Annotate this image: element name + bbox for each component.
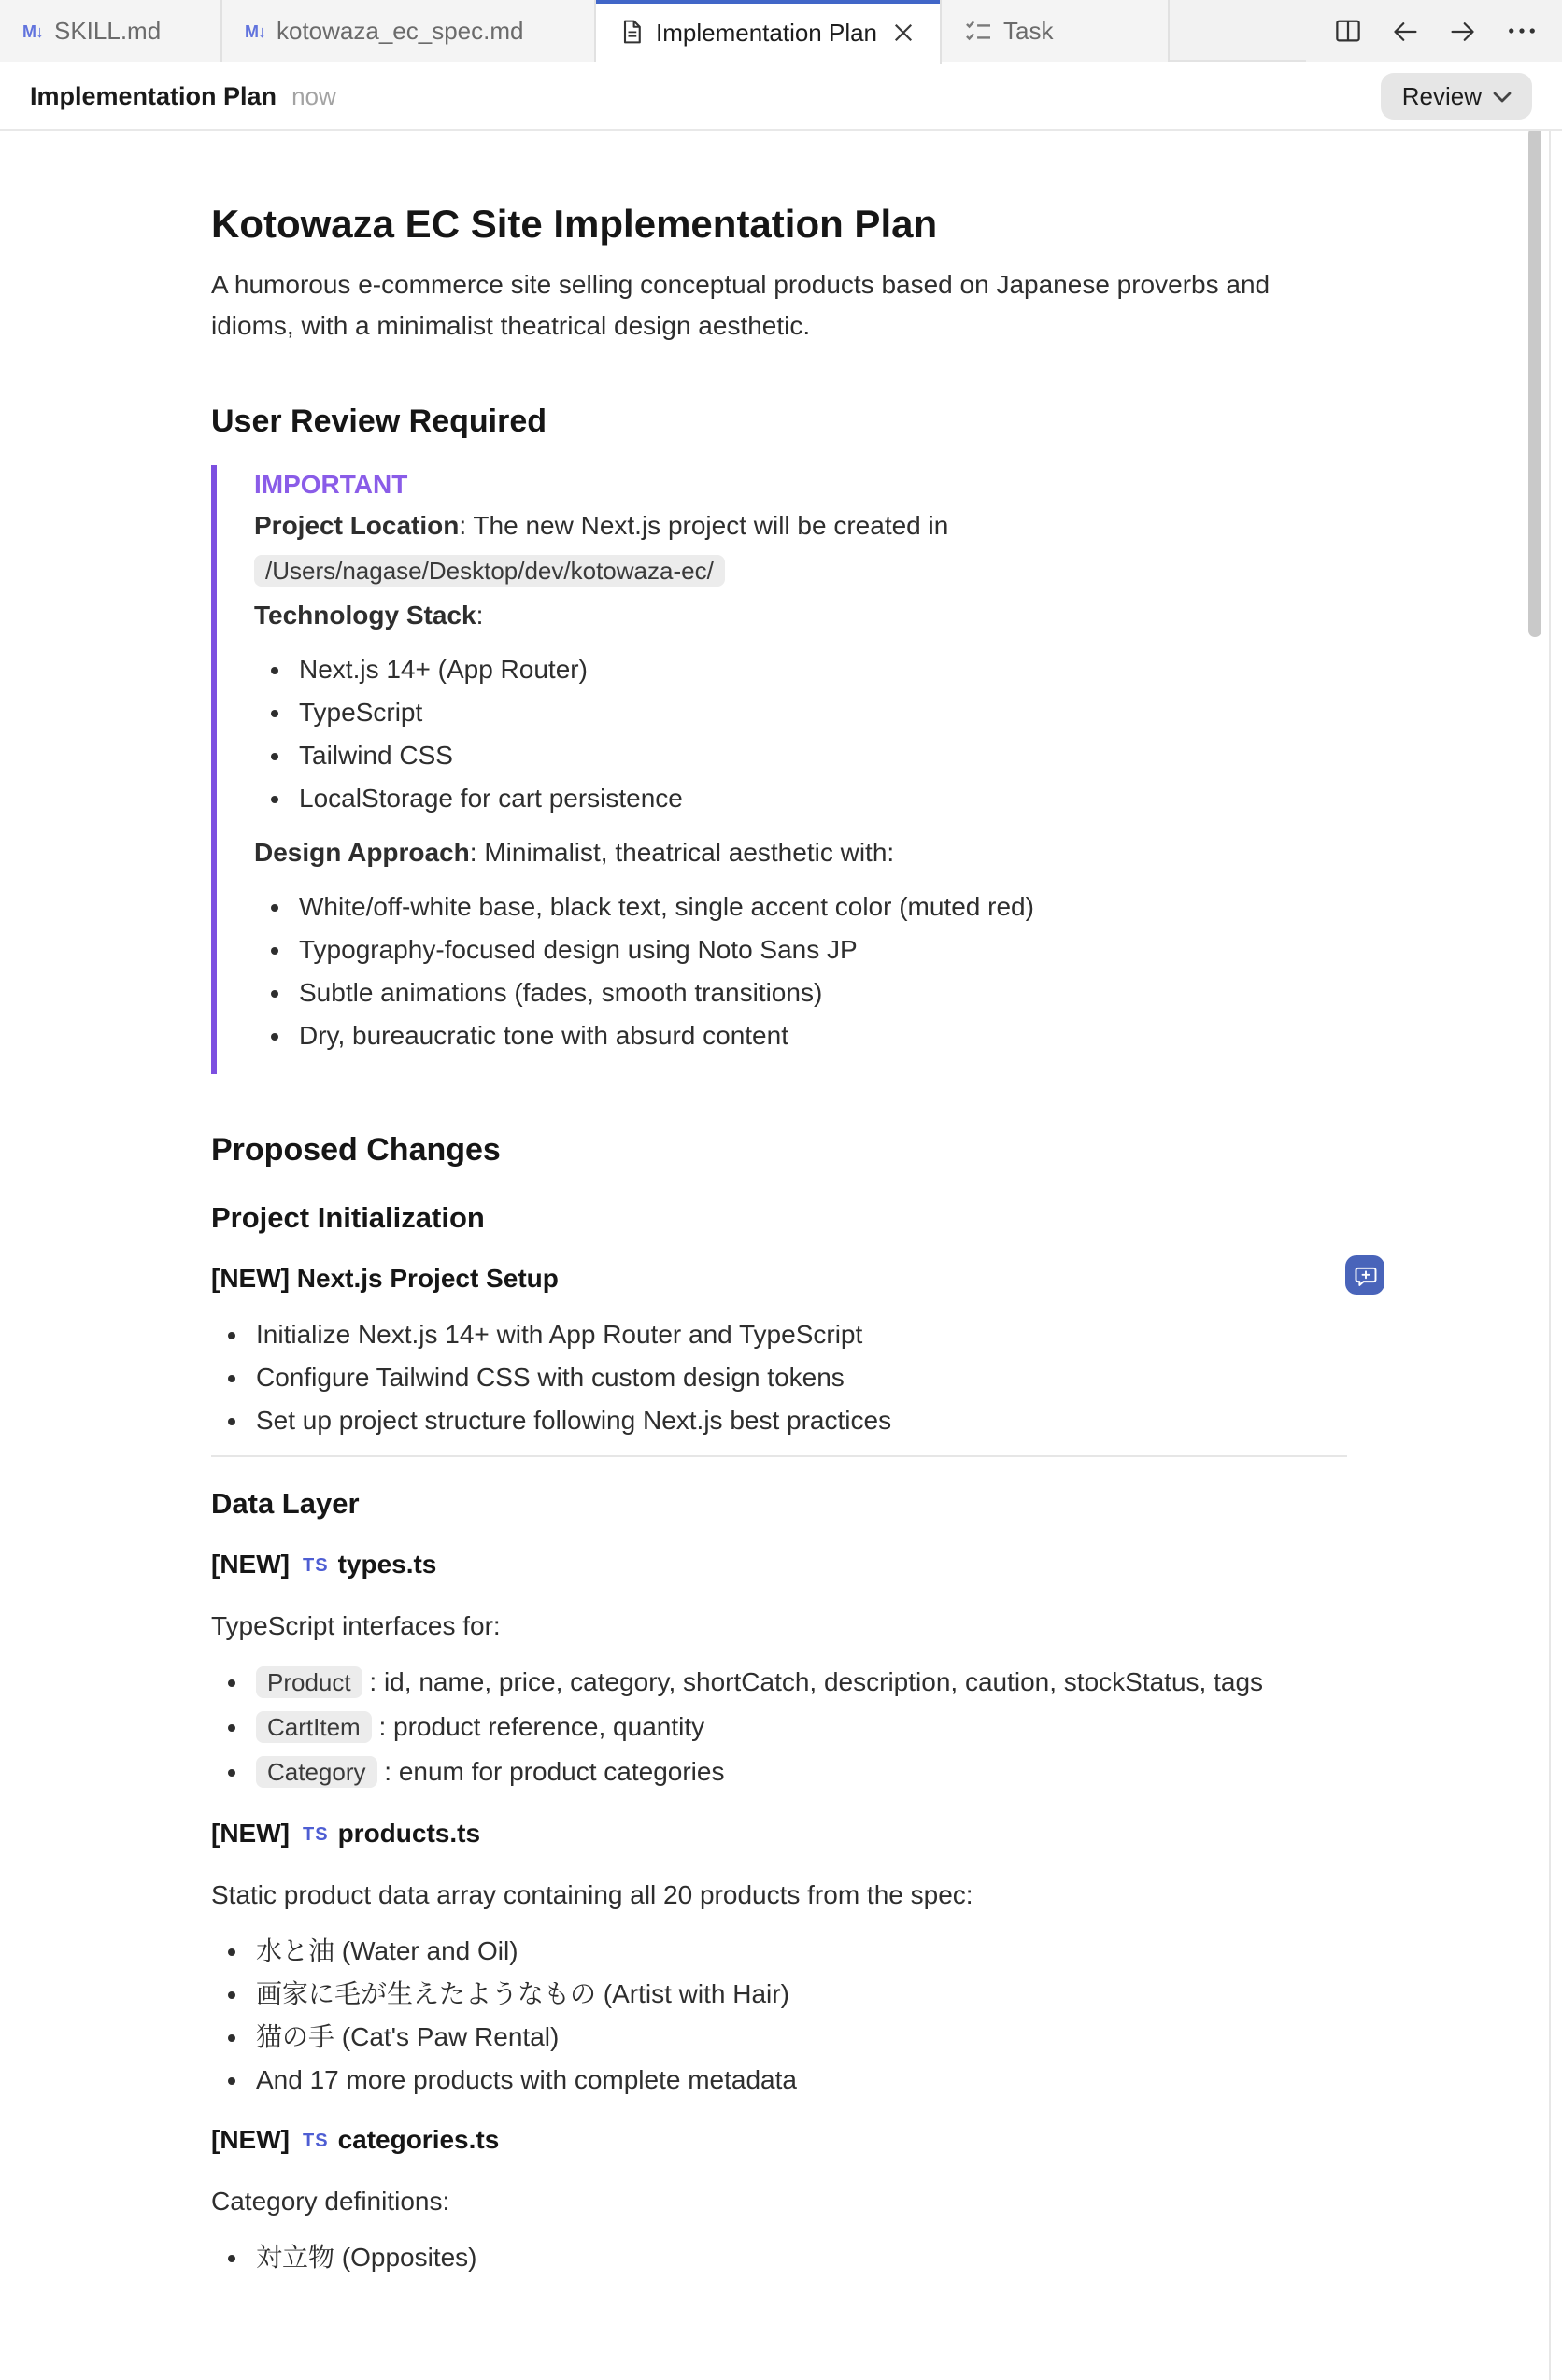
tab-label: Task	[1003, 17, 1054, 45]
paragraph	[254, 833, 1347, 872]
important-callout	[211, 465, 1347, 1074]
tab-implementation-plan[interactable]	[596, 0, 942, 64]
close-icon[interactable]	[889, 18, 917, 46]
navigate-forward-icon[interactable]	[1446, 14, 1480, 48]
text-run: LocalStorage for cart persistence	[299, 783, 683, 813]
change-title: types.ts	[337, 1549, 437, 1579]
tab-label: kotowaza_ec_spec.md	[277, 17, 524, 45]
bullet-list	[211, 1661, 1347, 1793]
markdown-icon: M↓	[22, 21, 43, 40]
tab-kotowaza-ec-spec-md[interactable]	[222, 0, 596, 62]
list-item	[299, 971, 1347, 1013]
checklist-icon	[964, 19, 992, 43]
text-run: And 17 more products with complete metadata	[256, 2064, 797, 2094]
list-item	[299, 648, 1347, 689]
new-tag: [NEW]	[211, 1263, 290, 1293]
text-run: Typography-focused design using Noto Sans JP	[299, 934, 858, 964]
section-heading: User Review Required	[211, 404, 547, 439]
list-item	[256, 1750, 1347, 1793]
more-actions-icon[interactable]	[1504, 14, 1538, 48]
text-run: Initialize Next.js 14+ with App Router and TypeScript	[256, 1319, 863, 1349]
text-run: : Minimalist, theatrical aesthetic with:	[469, 837, 895, 867]
pane-divider	[1549, 62, 1551, 2380]
inline-code: Category	[256, 1756, 377, 1788]
text-run: : id, name, price, category, shortCatch, description, caution, stockStatus, tags	[362, 1666, 1264, 1696]
typescript-badge: TS	[303, 1825, 329, 1846]
doc-title: Kotowaza EC Site Implementation Plan	[211, 204, 938, 247]
timestamp: now	[291, 81, 336, 109]
text-run: Static product data array containing all 20 products from the spec:	[211, 1879, 973, 1909]
text-run: Configure Tailwind CSS with custom design tokens	[256, 1362, 845, 1392]
text-run: Tailwind CSS	[299, 740, 453, 770]
list-item	[256, 1973, 1347, 2014]
plan-document	[211, 131, 1347, 2292]
paragraph	[254, 506, 1347, 545]
page-title: Implementation Plan	[30, 81, 277, 109]
add-comment-button[interactable]	[1345, 1255, 1384, 1295]
list-item	[256, 1399, 1347, 1440]
text-run: White/off-white base, black text, single accent color (muted red)	[299, 891, 1034, 921]
tab-skill-md[interactable]	[0, 0, 222, 62]
new-tag: [NEW]	[211, 1818, 290, 1848]
comment-plus-icon	[1352, 1262, 1378, 1288]
list-item	[256, 2059, 1347, 2100]
new-tag: [NEW]	[211, 1549, 290, 1579]
text-run: TypeScript interfaces for:	[211, 1610, 501, 1640]
bullet-list	[211, 1313, 1347, 1440]
paragraph	[211, 2180, 1347, 2221]
tab-label: SKILL.md	[54, 17, 162, 45]
text-run: 猫の手 (Cat's Paw Rental)	[256, 2021, 560, 2051]
typescript-badge: TS	[303, 2132, 329, 2152]
tab-bar	[0, 0, 1562, 62]
list-item	[256, 1930, 1347, 1971]
text-run: Set up project structure following Next.js best practices	[256, 1405, 892, 1435]
chevron-down-icon	[1493, 91, 1512, 102]
review-button[interactable]	[1382, 73, 1532, 120]
bullet-list	[254, 648, 1347, 818]
navigate-back-icon[interactable]	[1388, 14, 1422, 48]
typescript-badge: TS	[303, 1556, 329, 1577]
inline-code: CartItem	[256, 1711, 372, 1743]
paragraph	[211, 1874, 1347, 1915]
review-button-label: Review	[1401, 82, 1482, 110]
list-item	[256, 1706, 1347, 1749]
tab-task[interactable]	[942, 0, 1170, 62]
list-item	[299, 928, 1347, 970]
bold-text: Technology Stack	[254, 600, 476, 630]
text-run: :	[476, 600, 484, 630]
list-item	[256, 1313, 1347, 1354]
text-run: 水と油 (Water and Oil)	[256, 1935, 518, 1965]
subsection-heading: Project Initialization	[211, 1203, 485, 1235]
section-divider	[211, 1455, 1347, 1457]
section-heading: Proposed Changes	[211, 1132, 501, 1168]
change-heading-categories-ts	[211, 2122, 1347, 2161]
paragraph	[254, 596, 1347, 635]
inline-code: /Users/nagase/Desktop/dev/kotowaza-ec/	[254, 555, 725, 587]
list-item	[256, 2236, 1347, 2277]
document-icon	[618, 19, 645, 45]
text-run: : enum for product categories	[376, 1756, 725, 1786]
plan-header	[0, 62, 1562, 131]
paragraph	[254, 551, 1347, 590]
change-heading-products-ts	[211, 1816, 1347, 1855]
text-run: 画家に毛が生えたようなもの (Artist with Hair)	[256, 1978, 789, 2008]
list-item	[299, 777, 1347, 818]
text-run: : product reference, quantity	[371, 1711, 705, 1741]
inline-code: Product	[256, 1666, 362, 1698]
bullet-list	[211, 1930, 1347, 2100]
tab-label: Implementation Plan	[656, 18, 878, 46]
list-item	[299, 1014, 1347, 1055]
paragraph	[211, 1605, 1347, 1646]
list-item	[256, 2016, 1347, 2057]
list-item	[299, 885, 1347, 927]
markdown-icon: M↓	[245, 21, 265, 40]
split-editor-icon[interactable]	[1330, 14, 1364, 48]
change-heading-next-js-project-setup	[211, 1261, 1347, 1295]
text-run: Dry, bureaucratic tone with absurd content	[299, 1020, 788, 1050]
bold-text: Design Approach	[254, 837, 470, 867]
list-item	[256, 1661, 1347, 1704]
text-run: 対立物 (Opposites)	[256, 2242, 477, 2272]
change-title: products.ts	[337, 1818, 481, 1848]
list-item	[299, 734, 1347, 775]
callout-label: IMPORTANT	[254, 469, 408, 499]
bold-text: Project Location	[254, 510, 460, 540]
change-title: Next.js Project Setup	[296, 1263, 559, 1293]
paragraph	[211, 263, 1347, 346]
bullet-list	[254, 885, 1347, 1055]
text-run: Subtle animations (fades, smooth transitions)	[299, 977, 823, 1007]
new-tag: [NEW]	[211, 2124, 290, 2154]
change-heading-types-ts	[211, 1547, 1347, 1586]
text-run: Next.js 14+ (App Router)	[299, 654, 588, 684]
list-item	[299, 691, 1347, 732]
text-run: : The new Next.js project will be created in	[459, 510, 949, 540]
text-run: Category definitions:	[211, 2186, 450, 2216]
subsection-heading: Data Layer	[211, 1489, 360, 1521]
text-run: TypeScript	[299, 697, 423, 727]
list-item	[256, 1356, 1347, 1397]
change-title: categories.ts	[337, 2124, 500, 2154]
text-run: A humorous e-commerce site selling conceptual products based on Japanese proverbs and idioms, with a minimalist theatrical design aesthetic.	[211, 269, 1271, 340]
scrollbar-thumb[interactable]	[1528, 127, 1541, 637]
bullet-list	[211, 2236, 1347, 2277]
tab-bar-actions	[1306, 0, 1562, 62]
